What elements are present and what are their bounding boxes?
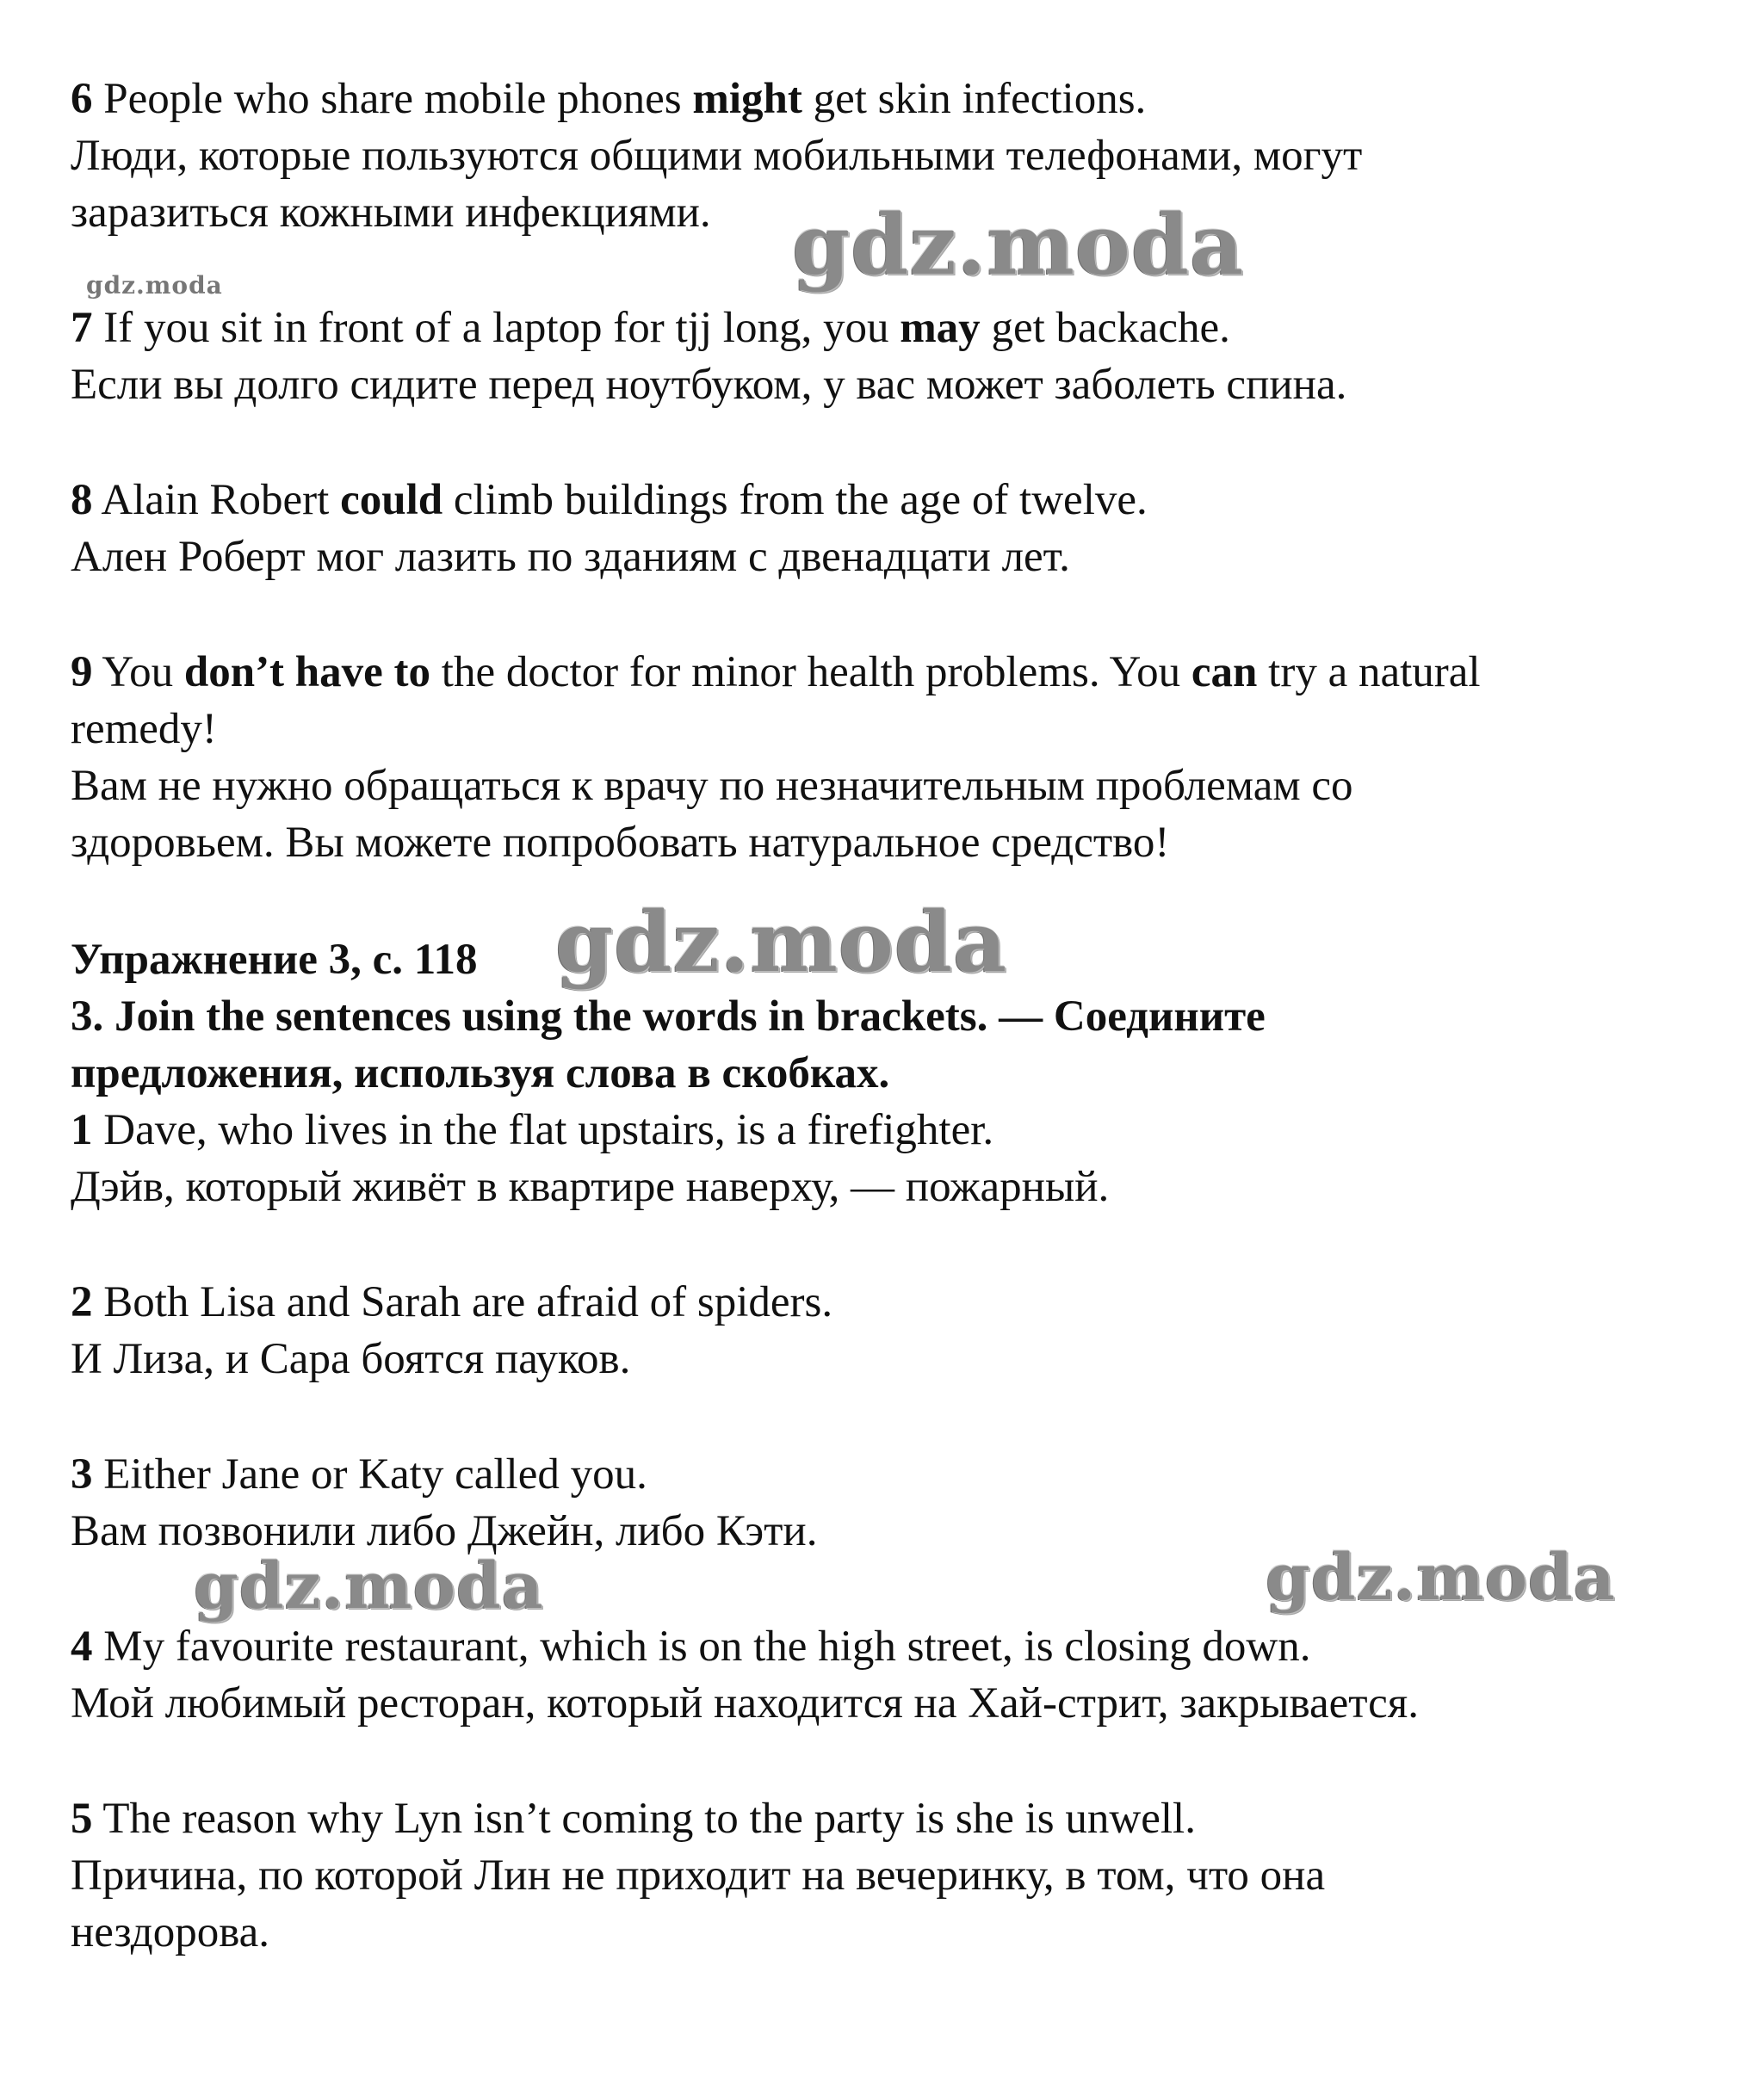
- item-7-english: [71, 300, 1230, 356]
- modal-verb: may: [900, 304, 981, 352]
- text-segment: climb buildings from the age of twelve.: [443, 476, 1148, 524]
- text-segment: Either Jane or Katy called you.: [92, 1450, 647, 1499]
- item-9-russian-line-1: Вам не нужно обращаться к врачу по незначительным проблемам со: [71, 762, 1353, 810]
- watermark-logo: gdz.moda: [555, 893, 1008, 991]
- text-segment: People who share mobile phones: [92, 75, 693, 123]
- text-segment: the doctor for minor health problems. You: [430, 648, 1191, 696]
- item-9-english-line-1: [71, 644, 1481, 701]
- exercise-item-4-english: [71, 1618, 1310, 1675]
- task-instruction-line-1: 3. Join the sentences using the words in brackets. — Соедините: [71, 992, 1266, 1041]
- text-segment: get skin infections.: [802, 75, 1147, 123]
- item-number: 4: [71, 1623, 93, 1671]
- text-segment: You: [92, 648, 184, 696]
- item-9-english-line-2: remedy!: [71, 705, 217, 753]
- text-segment: My favourite restaurant, which is on the high street, is closing down.: [92, 1623, 1311, 1671]
- watermark-logo-small: gdz.moda: [86, 271, 223, 300]
- text-segment: If you sit in front of a laptop for tjj long, you: [92, 304, 901, 352]
- item-number: 1: [71, 1106, 93, 1154]
- item-number: 7: [71, 304, 93, 352]
- watermark-logo: gdz.moda: [792, 196, 1245, 294]
- item-number: 2: [71, 1278, 93, 1326]
- exercise-item-2-russian: И Лиза, и Сара боятся пауков.: [71, 1335, 631, 1383]
- exercise-item-4-russian: Мой любимый ресторан, который находится на Хай-стрит, закрывается.: [71, 1679, 1420, 1728]
- modal-verb: don’t have to: [183, 648, 431, 696]
- exercise-item-3-english: [71, 1446, 647, 1503]
- text-segment: The reason why Lyn isn’t coming to the party is she is unwell.: [92, 1795, 1196, 1843]
- item-number: 6: [71, 75, 93, 123]
- watermark-logo: gdz.moda: [194, 1549, 544, 1623]
- task-instruction-line-2: предложения, используя слова в скобках.: [71, 1049, 890, 1097]
- item-8-russian: Ален Роберт мог лазить по зданиям с двенадцати лет.: [71, 533, 1070, 581]
- exercise-item-5-russian-line-1: Причина, по которой Лин не приходит на вечеринку, в том, что она: [71, 1851, 1326, 1900]
- exercise-item-5-english: [71, 1790, 1196, 1847]
- item-6-english: [71, 71, 1146, 127]
- item-9-russian-line-2: здоровьем. Вы можете попробовать натуральное средство!: [71, 819, 1170, 867]
- item-6-russian-line-2: заразиться кожными инфекциями.: [71, 189, 711, 237]
- modal-verb: might: [692, 75, 802, 123]
- item-7-russian: Если вы долго сидите перед ноутбуком, у вас может заболеть спина.: [71, 361, 1347, 409]
- text-segment: Both Lisa and Sarah are afraid of spiders.: [92, 1278, 833, 1326]
- exercise-item-3-russian: Вам позвонили либо Джейн, либо Кэти.: [71, 1507, 818, 1555]
- item-number: 3: [71, 1450, 93, 1499]
- item-number: 8: [71, 476, 93, 524]
- exercise-heading: Упражнение 3, с. 118: [71, 936, 478, 984]
- item-number: 9: [71, 648, 93, 696]
- text-segment: try a natural: [1257, 648, 1481, 696]
- exercise-item-1-russian: Дэйв, который живёт в квартире наверху, — пожарный.: [71, 1163, 1110, 1211]
- exercise-item-2-english: [71, 1274, 832, 1331]
- text-segment: Dave, who lives in the flat upstairs, is a firefighter.: [92, 1106, 994, 1154]
- modal-verb: could: [340, 476, 443, 524]
- exercise-item-1-english: [71, 1102, 993, 1159]
- item-number: 5: [71, 1795, 93, 1843]
- item-8-english: [71, 472, 1148, 528]
- text-segment: get backache.: [980, 304, 1230, 352]
- watermark-logo: gdz.moda: [1266, 1541, 1616, 1615]
- text-segment: Alain Robert: [92, 476, 341, 524]
- modal-verb: can: [1191, 648, 1258, 696]
- item-6-russian-line-1: Люди, которые пользуются общими мобильными телефонами, могут: [71, 132, 1363, 180]
- exercise-item-5-russian-line-2: нездорова.: [71, 1908, 270, 1956]
